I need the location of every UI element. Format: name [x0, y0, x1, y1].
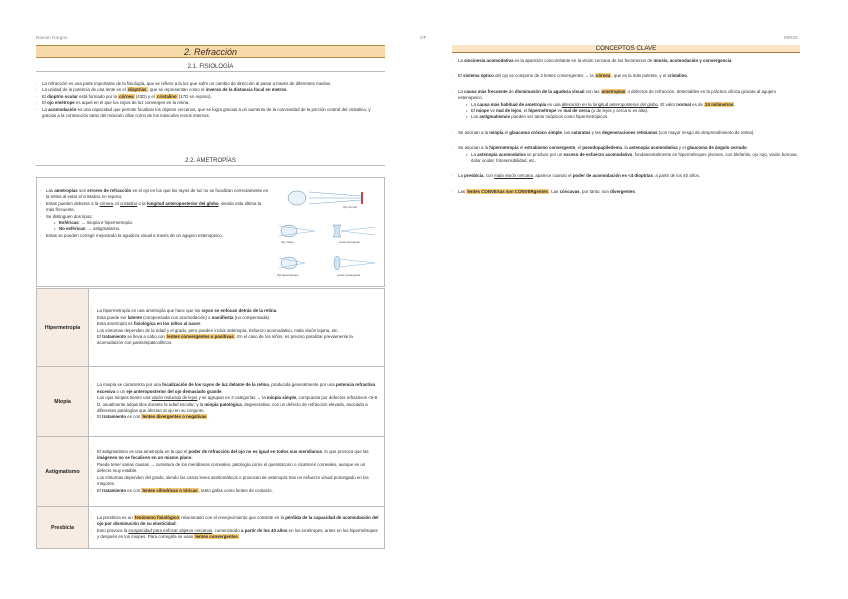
- normal-eye-icon: [288, 191, 363, 209]
- list-item: · Las lentes CONVEXas son CONVERgentes. Las cóncavas, por tanto, son divergentes.: [452, 189, 800, 195]
- list-item: · Los síntomas dependen de la edad y el grado, pero pueden incluir astenopía, esfuerzo acomodativo, mala visión lejana, etc.: [91, 328, 380, 334]
- list-item: · La hipermetropía es una ametropía que hace que los rayos se enfocan detrás de la retina.: [91, 308, 380, 314]
- row-label-hipermetropia: Hipermetropía: [37, 289, 89, 367]
- row-content-astigmatismo: [89, 437, 385, 507]
- list-item: · La acomodación es una capacidad que permite focalizar los objetos cercanos, que se logra gracias a un aumento de la convexidad de la porción central del cristalino, y gracias a la contracción tanto del músculo ciliar como de los músculos rectos internos.: [36, 107, 385, 120]
- refraction-text: [36, 81, 385, 119]
- section-title-ametropias: 2.2. AMETROPÍAS: [36, 158, 385, 166]
- list-item: · El sistema óptico del ojo se compone de 2 lentes convergentes → la córnea, que es la más potente, y el cristalino.: [452, 73, 800, 79]
- list-item: · Esta puede ser latente (compensada con acomodación) o manifiesta (no compensada).: [91, 315, 380, 321]
- myopic-eye-icon: [279, 225, 315, 244]
- list-item: • Esféricas: → miopía e hipermetropía.: [54, 220, 270, 226]
- ametropias-text: [40, 188, 270, 239]
- table-row: [37, 289, 385, 367]
- list-item: · La unidad de la potencia de una lente es el dioptrías, que se representan como el inverso de la distancia focal en metros.: [36, 87, 385, 93]
- list-item: · El ojo emétrope es aquel en el que los rayos de luz convergen en la retina.: [36, 100, 385, 106]
- row-label-miopia: Miopía: [37, 367, 89, 437]
- list-item: · La presbicia, con mala visión cercana, aparece cuando el poder de acomodación es <4 dioptrías, a partir de los 40 años.: [452, 173, 800, 179]
- list-item: · Estas pueden deberse a la córnea, el cristalino o la longitud anteroposterior del globo, siendo esta última la más frecuente.: [40, 201, 270, 214]
- list-item: • Los astigmatismos pueden ser tanto miópicos como hipermetrópicos.: [466, 114, 800, 120]
- page-header-edition: MIR25: [784, 35, 798, 40]
- list-item: · Las ametropías son errores de refracción en el ojo en los que los rayos de luz no se focalizan correctamente en la retina al estar el cristalino en reposo.: [40, 188, 270, 201]
- concepts-title: CONCEPTOS CLAVE: [452, 45, 800, 53]
- page-header-label: OF: [420, 35, 427, 40]
- hyperopic-eye-icon: [277, 257, 305, 277]
- list-item: • No esféricas: → astigmatismo.: [54, 226, 270, 232]
- list-item: • La astenopía acomodativa se produce por un exceso de esfuerzo acomodativo, fundamentalmente en hipermétropes jóvenes, con blefaritis, ojo rojo, visión borrosa, dolor ocular, fotosensibilidad, etc.: [466, 152, 800, 165]
- row-label-presbicia: Presbicia: [37, 507, 89, 549]
- list-item: · El tratamiento se lleva a cabo con lentes convergentes o positivas. En el caso de los niños, es preciso paralizar previamente la acomodación con parasimpaticolíticos.: [91, 334, 380, 347]
- divergent-lens-icon: [333, 225, 375, 244]
- list-item: · La presbicia es un fenómeno fisiológico relacionado con el envejecimiento que consiste en la pérdida de la capacidad de acomodación del ojo por disminución de su elasticidad.: [91, 515, 380, 528]
- list-item: · El tratamiento es con lentes cilíndricas o tóricas, tanto gafas como lentes de contacto.: [91, 488, 380, 494]
- list-item: · Se asocian a la miopía el glaucoma crónico simple, las cataratas y las degeneraciones retinianas (con mayor riesgo de desprendimiento de retina).: [452, 130, 800, 136]
- svg-text:Ojo normal: Ojo normal: [343, 205, 357, 209]
- svg-text:Lente divergente: Lente divergente: [339, 240, 360, 244]
- row-content-hipermetropia: [89, 289, 385, 367]
- list-item: · Estas se pueden corregir mejorando la agudeza visual a través de un agujero estenopeico.: [40, 233, 270, 239]
- list-item: · El dioptrio ocular está formado por la córnea (43D) y el cristalino (17D en reposo).: [36, 94, 385, 100]
- table-row: [37, 437, 385, 507]
- right-page: [424, 0, 848, 599]
- list-item: • El miope ve mal de lejos, el hipermétrope ve mal de cerca (o de lejos y cerca si es alta).: [466, 108, 800, 114]
- svg-text:Ojo miope: Ojo miope: [281, 240, 294, 244]
- row-content-presbicia: [89, 507, 385, 549]
- list-item: · El astigmatismo es una ametropía en la que el poder de refracción del ojo no es igual en todos sus meridianos, lo que provoca que las imágenes no se focalicen en un mismo plano.: [91, 449, 380, 462]
- list-item: · Se asocian a la hipermetropía el estrabismo convergente, el pseudopapiledema, la astenopía acomodativa y el glaucoma de ángulo cerrado. • La astenopía acomodativa se produce por un exceso de esfuerzo acomodativo, fundamentalmente en hipermétropes jóvenes, con blefaritis, ojo rojo, visión borrosa, dolor ocular, fotosensibilidad, etc.: [452, 145, 800, 164]
- list-item: · Los síntomas dependen del grado, siendo los casos leves asintomáticos o provocan de astenopía tras un esfuerzo visual prolongado en los mayores.: [91, 475, 380, 488]
- convergent-lens-icon: [334, 256, 375, 277]
- list-item: · La refracción es una parte importante de la fisiología, que se refiere a la luz que sufre un cambio de dirección al pasar a través de diferentes medios.: [36, 81, 385, 87]
- list-item: • La causa más habitual de ametropía es una alteración en la longitud anteroposterior del globo. El valor normal es de 24 milímetros.: [466, 102, 800, 108]
- ametropias-table: [36, 288, 385, 549]
- list-item: · El tratamiento es con lentes divergentes o negativas.: [91, 414, 380, 420]
- eye-diagram: [275, 183, 383, 283]
- svg-text:Ojo hipermétrope: Ojo hipermétrope: [277, 273, 299, 277]
- page-header-author: Ramon Gorgon: [36, 35, 68, 40]
- row-content-miopia: [89, 367, 385, 437]
- list-item: · La sincinesia acomodativa es la aparición concomitante en la visión cercana de los fenómenos de miosis, acomodación y convergencia.: [452, 58, 800, 64]
- svg-text:Lente convergente: Lente convergente: [337, 273, 361, 277]
- table-row: [37, 507, 385, 549]
- row-label-astigmatismo: Astigmatismo: [37, 437, 89, 507]
- key-concepts-list: [452, 58, 800, 204]
- list-item: · Puede tener varias causas → curvatura de los meridianos corneales, patología como el queratocono o cicatrices corneales, aunque es un defecto muy estable.: [91, 462, 380, 475]
- list-item: · Se distinguen dos tipos: • Esféricas: → miopía e hipermetropía. • No esféricas: → astigmatismo.: [40, 214, 270, 233]
- table-row: [37, 367, 385, 437]
- chapter-title: 2. Refracción: [36, 45, 385, 58]
- list-item: · La causa más frecuente de disminución de la agudeza visual son las ametropías o defectos de refracción, detectables en la práctica clínica gracias al agujero estenopeico. • La causa más habitual de ametropía es una alteración en la longitud anteroposterior del globo. El valor normal es de 24 milímetros. • El miope ve mal de lejos, el hipermétrope ve mal de cerca (o de lejos y cerca si es alta). • Los astigmatismos pueden ser tanto miópicos como hipermetrópicos.: [452, 89, 800, 121]
- list-item: · Esto provoca la incapacidad para enfocar objetos cercanos, comenzando a partir de los 40 años en los emétropes, antes en los hipermétropes y después en los miopes. Para corregirla se usan lentes convergentes.: [91, 528, 380, 541]
- list-item: · Esta ametropía es fisiológica en los niños al nacer.: [91, 321, 380, 327]
- section-title-fisiologia: 2.1. FISIOLOGÍA: [36, 64, 385, 72]
- list-item: · La miopía se caracteriza por una focalización de los rayos de luz delante de la retina, producida generalmente por una potencia refractiva excesiva o un eje anteroposterior del ojo demasiado grande.: [91, 382, 380, 395]
- list-item: · Los ojos miopes tienen una visión reducida de lejos y se agrupan en 2 categorías → la miopía simple, compuesta por defectos refractivos <6-8 D, usualmente adquiridos durante la edad escolar; y la miopía patológica, degenerativa, con un defecto de refracción elevado, asociado a diferentes patologías que afectan al ojo en su conjunto.: [91, 395, 380, 414]
- ametropias-box: [36, 177, 385, 287]
